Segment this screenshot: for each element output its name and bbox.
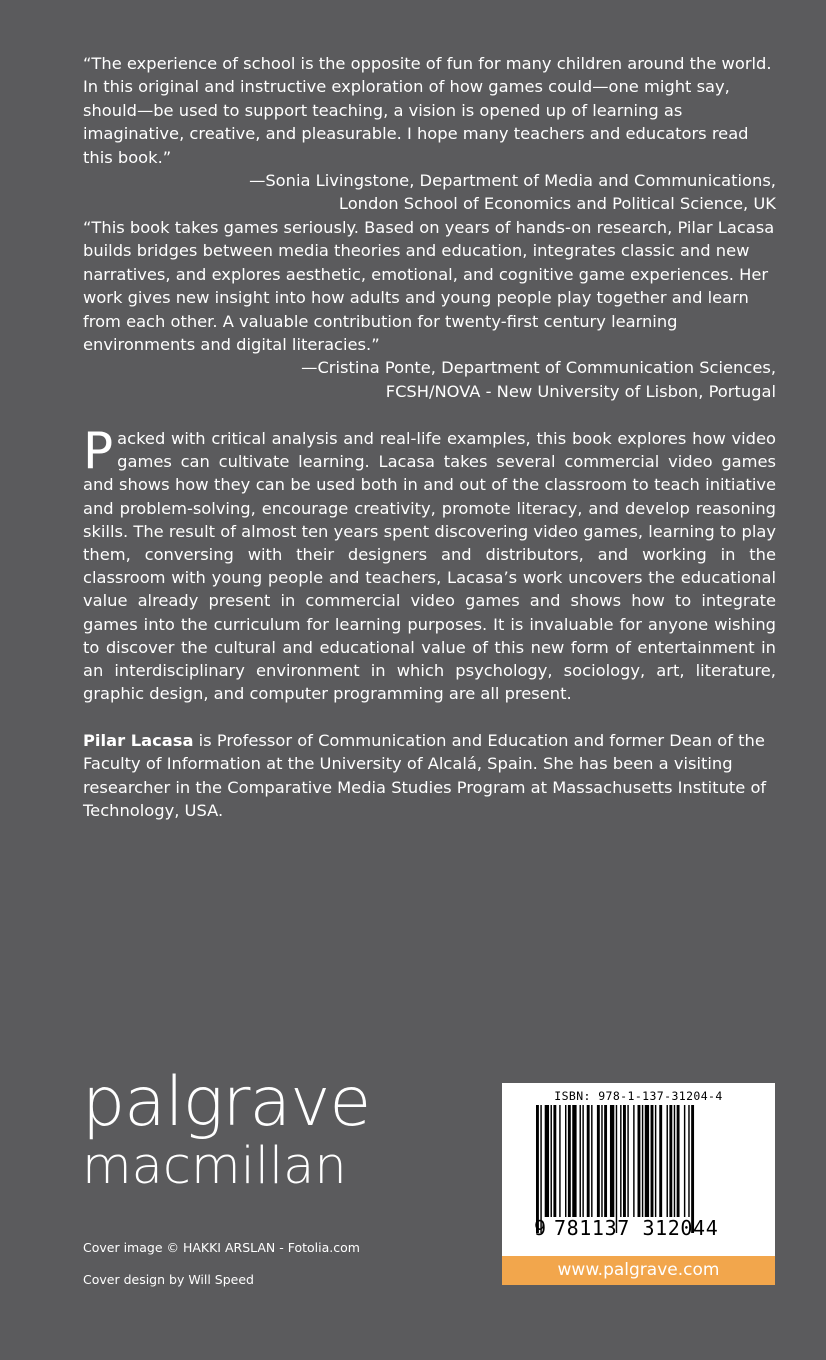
quote-text: “The experience of school is the opposite of fun for many children around the world. In this original and instructive exploration of how games could—one might say, should—be used to support teaching, a vision is opened up of learning as imaginative, creative, and pleasurable. I hope many teachers and educators read this book.” (83, 54, 772, 167)
barcode-bar (659, 1105, 662, 1217)
isbn-first-digit: 9 (534, 1216, 547, 1240)
barcode-bar (688, 1105, 689, 1217)
drop-cap: P (83, 422, 114, 480)
attribution-line: London School of Economics and Political Science, UK (338, 194, 776, 214)
publisher-logo (82, 1063, 372, 1196)
barcode-bar (674, 1105, 675, 1217)
barcode-bar (627, 1105, 628, 1217)
review-quote-2 (83, 216, 776, 403)
author-name: Pilar Lacasa (83, 731, 194, 750)
barcode-bar (677, 1105, 680, 1217)
barcode-bar (684, 1105, 685, 1217)
barcode-bar (587, 1105, 590, 1217)
barcode-bar (651, 1105, 654, 1217)
review-quote-1 (83, 52, 776, 216)
barcode-bar (610, 1105, 614, 1217)
barcode-bar (597, 1105, 600, 1217)
barcode-bar (645, 1105, 649, 1217)
attribution-line: —Cristina Ponte, Department of Communication Sciences, (301, 358, 776, 378)
barcode-bar (691, 1105, 694, 1233)
quote-text: “This book takes games seriously. Based on years of hands-on research, Pilar Lacasa builds bridges between media theories and education, integrates classic and new narratives, and explores aesthetic, emotional, and cognitive game experiences. Her work gives new insight into how adults and young people play together and learn from each other. A valuable contribution for twenty-first century learning environments and digital literacies.” (83, 218, 775, 355)
barcode-bar (582, 1105, 583, 1217)
bio-text: is Professor of Communication and Education and former Dean of the Faculty of Information at the University of Alcalá, Spain. She has been a visiting researcher in the Comparative Media Studies Program at Massachusetts Institute of Technology, USA. (83, 731, 767, 821)
barcode-bar (616, 1105, 617, 1233)
description-text: acked with critical analysis and real-life examples, this book explores how video games can cultivate learning. Lacasa takes several commercial video games and shows how they can be used both in and out of the classroom to teach initiative and problem-solving, encourage creativity, promote literacy, and develop reasoning skills. The result of almost ten years spent discovering video games, learning to play them, conversing with their designers and distributors, and working in the classroom with young people and teachers, Lacasa’s work uncovers the educational value already present in commercial video games and shows how to integrate games into the curriculum for learning purposes. It is invaluable for anyone wishing to discover the cultural and educational value of this new form of entertainment in an interdisciplinary environment in which psychology, sociology, art, literature, graphic design, and computer programming are all present. (83, 429, 776, 704)
cover-design-credit: Cover design by Will Speed (83, 1272, 254, 1287)
barcode-bar (568, 1105, 571, 1217)
logo-line-palgrave: palgrave (82, 1063, 371, 1142)
barcode-bar (565, 1105, 566, 1217)
author-bio (83, 729, 776, 823)
barcode-bar (655, 1105, 656, 1217)
barcode-bar (623, 1105, 626, 1217)
barcode-bar (669, 1105, 672, 1217)
barcode-bar (642, 1105, 643, 1217)
isbn-remaining-digits: 781137 312044 (554, 1216, 719, 1240)
barcode-bar (553, 1105, 556, 1217)
book-description (83, 422, 776, 705)
barcode-bar (540, 1105, 541, 1233)
barcode-bar (559, 1105, 560, 1217)
barcode-bar (545, 1105, 549, 1217)
attribution-line: FCSH/NOVA - New University of Lisbon, Portugal (385, 381, 776, 401)
barcode-bar (604, 1105, 607, 1217)
publisher-url[interactable]: www.palgrave.com (502, 1256, 775, 1285)
logo-line-macmillan: macmillan (82, 1137, 347, 1196)
barcode-image (536, 1105, 746, 1233)
attribution-line: —Sonia Livingstone, Department of Media and Communications, (249, 171, 776, 191)
quote-attribution (83, 169, 776, 216)
barcode-bar (620, 1105, 621, 1217)
barcode-bar (638, 1105, 641, 1217)
barcode-panel (502, 1083, 775, 1285)
barcode-bar (633, 1105, 634, 1217)
barcode-bar (580, 1105, 581, 1217)
isbn-label: ISBN: 978-1-137-31204-4 (554, 1089, 723, 1103)
barcode-bar (572, 1105, 576, 1217)
barcode-bar (536, 1105, 539, 1233)
quote-attribution (83, 356, 776, 403)
barcode-bar (591, 1105, 592, 1217)
barcode-bar (601, 1105, 602, 1217)
cover-image-credit: Cover image © HAKKI ARSLAN - Fotolia.com (83, 1240, 360, 1255)
barcode-bar (667, 1105, 668, 1217)
barcode-bar (551, 1105, 552, 1217)
